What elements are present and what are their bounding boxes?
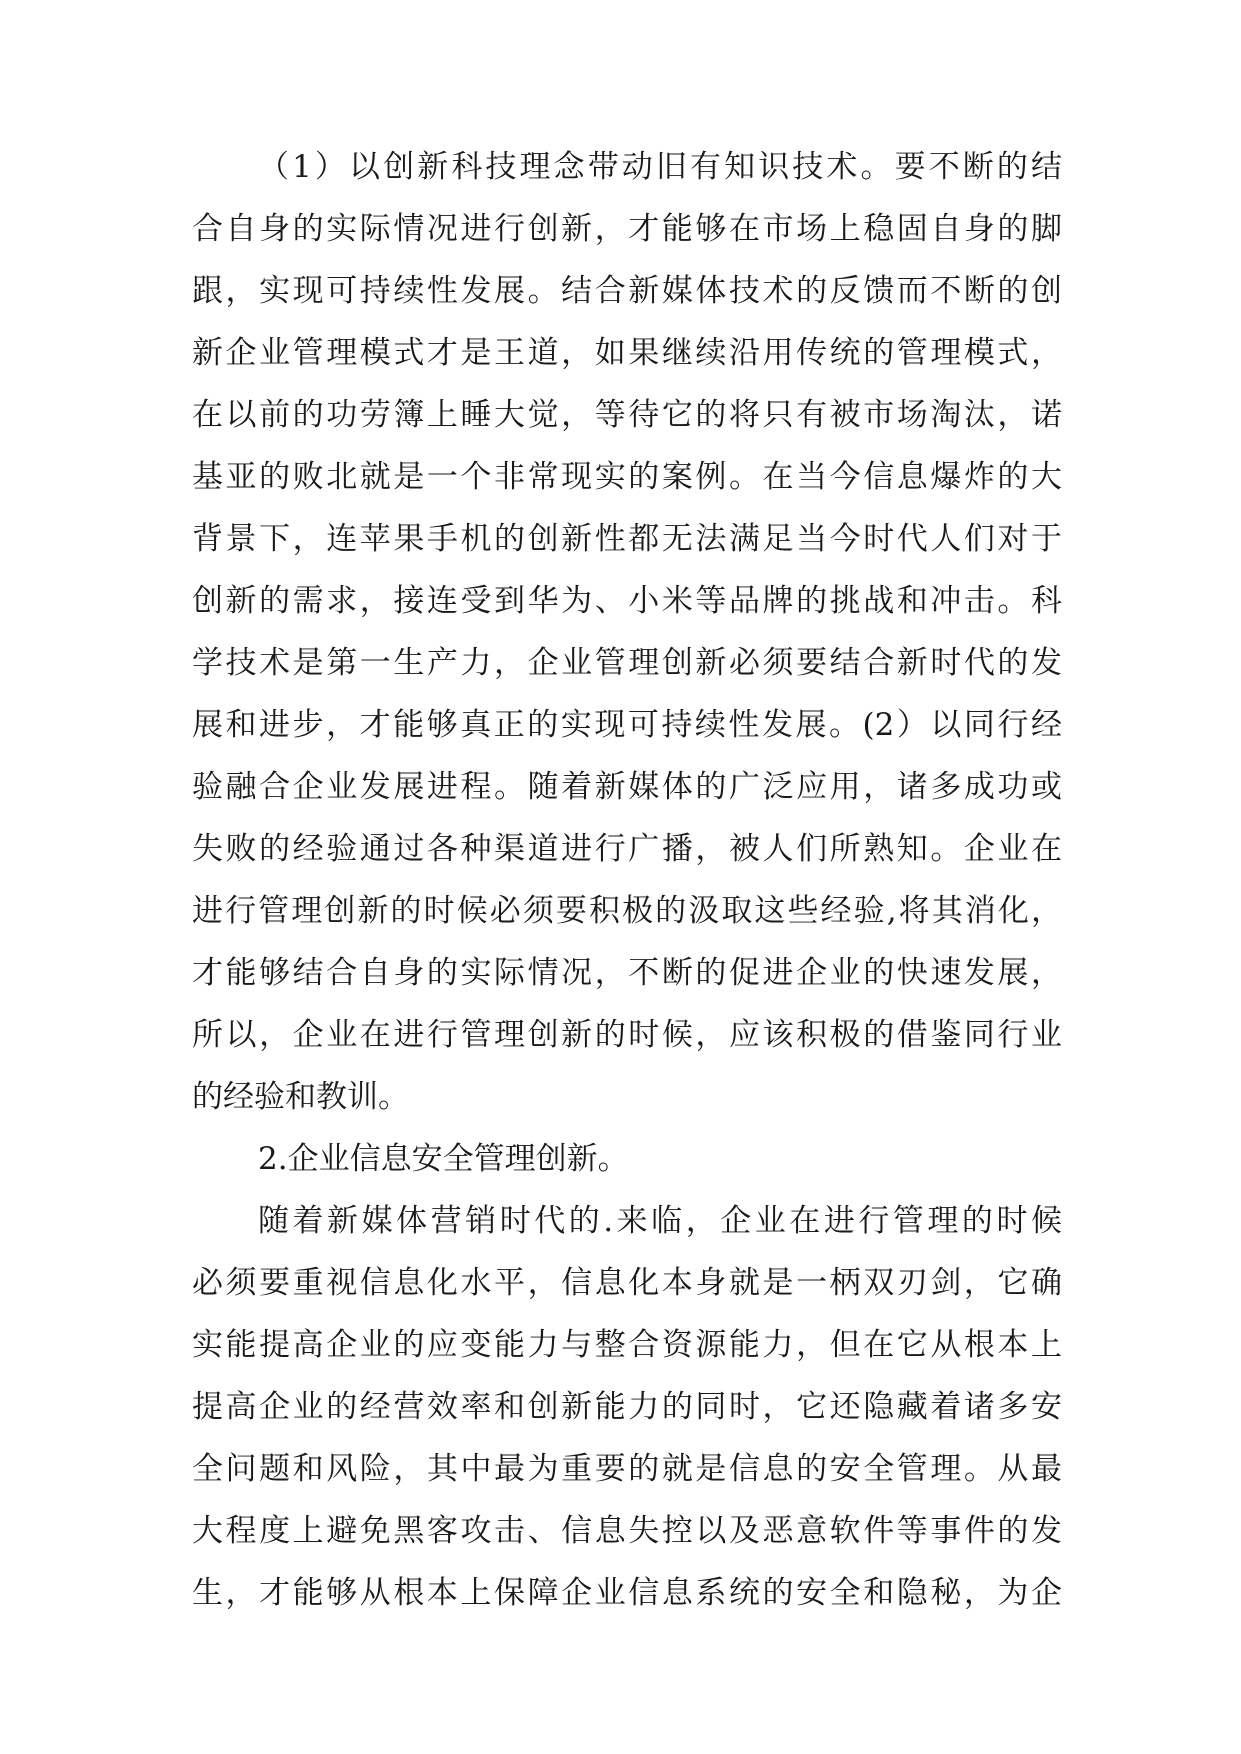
text-line: 基亚的败北就是一个非常现实的案例。在当今信息爆炸的大 — [192, 459, 1062, 495]
text-line: 的经验和教训。 — [192, 1079, 409, 1115]
text-line: 大程度上避免黑客攻击、信息失控以及恶意软件等事件的发 — [192, 1513, 1062, 1549]
text-line: 生，才能够从根本上保障企业信息系统的安全和隐秘，为企 — [192, 1575, 1062, 1611]
text-line: 全问题和风险，其中最为重要的就是信息的安全管理。从最 — [192, 1451, 1062, 1487]
text-line: 进行管理创新的时候必须要积极的汲取这些经验,将其消化， — [192, 893, 1062, 929]
text-line: 随着新媒体营销时代的.来临，企业在进行管理的时候 — [258, 1203, 1062, 1239]
text-line: 提高企业的经营效率和创新能力的同时，它还隐藏着诸多安 — [192, 1389, 1062, 1425]
text-line: 创新的需求，接连受到华为、小米等品牌的挑战和冲击。科 — [192, 583, 1062, 619]
text-line: 背景下，连苹果手机的创新性都无法满足当今时代人们对于 — [192, 521, 1062, 557]
text-line: 所以，企业在进行管理创新的时候，应该积极的借鉴同行业 — [192, 1017, 1062, 1053]
text-line: 新企业管理模式才是王道，如果继续沿用传统的管理模式， — [192, 335, 1062, 371]
section-heading: 2.企业信息安全管理创新。 — [258, 1141, 629, 1177]
text-line: 学技术是第一生产力，企业管理创新必须要结合新时代的发 — [192, 645, 1062, 681]
text-line: 在以前的功劳簿上睡大觉，等待它的将只有被市场淘汰，诺 — [192, 397, 1062, 433]
text-line: 必须要重视信息化水平，信息化本身就是一柄双刃剑，它确 — [192, 1265, 1062, 1301]
text-line: 实能提高企业的应变能力与整合资源能力，但在它从根本上 — [192, 1327, 1062, 1363]
text-line: 失败的经验通过各种渠道进行广播，被人们所熟知。企业在 — [192, 831, 1062, 867]
text-line: 合自身的实际情况进行创新，才能够在市场上稳固自身的脚 — [192, 211, 1062, 247]
text-line: 才能够结合自身的实际情况，不断的促进企业的快速发展， — [192, 955, 1062, 991]
text-line: 验融合企业发展进程。随着新媒体的广泛应用，诸多成功或 — [192, 769, 1062, 805]
text-line: 跟，实现可持续性发展。结合新媒体技术的反馈而不断的创 — [192, 273, 1062, 309]
text-line: （1）以创新科技理念带动旧有知识技术。要不断的结 — [258, 149, 1062, 185]
text-line: 展和进步，才能够真正的实现可持续性发展。(2）以同行经 — [192, 707, 1062, 743]
